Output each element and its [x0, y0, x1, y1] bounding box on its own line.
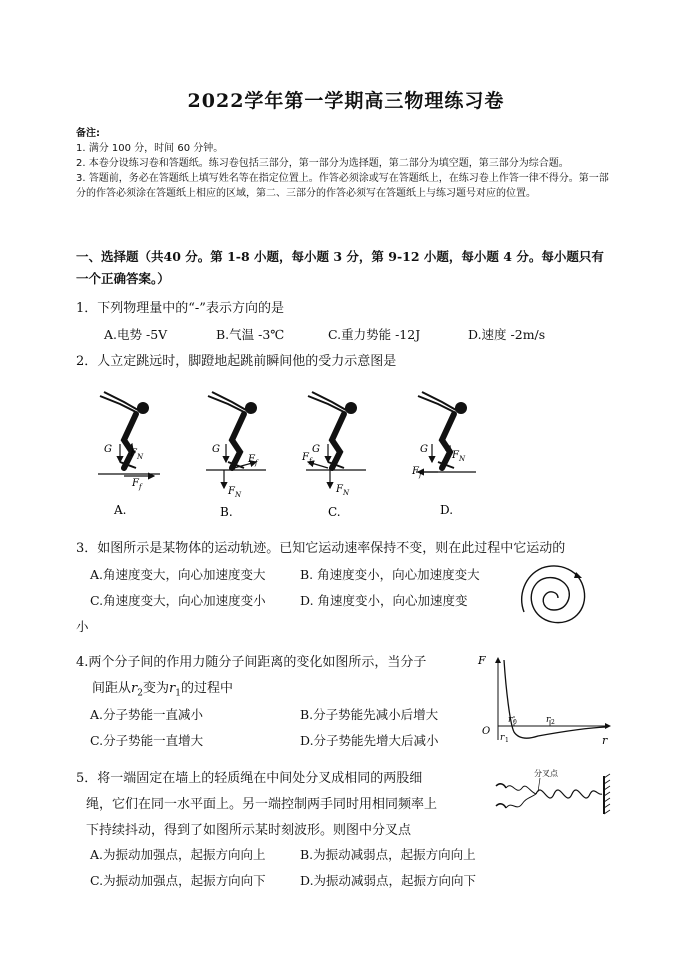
q2-a-label-fn-sub: N	[137, 453, 144, 461]
q4-graph-r2: r	[546, 715, 551, 725]
q3-spiral-figure	[510, 558, 600, 638]
q5-stem-line-2: 绳，它们在同一水平面上。另一端控制两手同时用相同频率上	[86, 797, 438, 812]
q4-stem-post: 的过程中	[180, 681, 233, 696]
q2-figure-c	[301, 392, 366, 519]
q2-c-label-ff: F	[302, 452, 309, 463]
q4-r2-symbol: r	[131, 681, 138, 696]
q4-stem-pre: 间距从	[92, 681, 132, 696]
q4-option-d: D.分子势能先增大后减小	[300, 733, 439, 748]
q4-graph-r0: r	[508, 715, 513, 725]
q2-option-a: A.	[114, 503, 127, 517]
q3-option-c: C.角速度变大，向心加速度变小	[90, 593, 266, 608]
q4-graph-r2-sub: 2	[551, 719, 555, 726]
q2-a-label-ff: F	[132, 478, 139, 489]
q3-option-d: D. 角速度变小，向心加速度变	[300, 593, 468, 608]
notes-block	[76, 126, 616, 201]
q4-graph-r1-sub: 1	[505, 737, 509, 744]
q2-figure-a	[98, 392, 160, 517]
q2-d-label-g: G	[420, 444, 428, 455]
q5-fig-label: 分叉点	[534, 769, 558, 778]
q4-stem-mid: 变为	[142, 681, 169, 696]
q2-b-label-fn: F	[228, 486, 235, 497]
q4-r2-sub: 2	[137, 688, 143, 699]
q4-graph-origin: O	[482, 726, 491, 737]
note-item-3: 3. 答题前，务必在答题纸上填写姓名等在指定位置上。作答必须涂或写在答题纸上，在练习卷上作答一律不得分。第一部分的作答必须涂在答题纸上相应的区域，第二、三部分的作答必须写在答题纸上与练习题号对应的位置。	[76, 173, 609, 199]
q4-graph-r1: r	[500, 733, 505, 743]
q3-option-b: B. 角速度变小，向心加速度变大	[300, 567, 480, 582]
q4-r1-sub: 1	[175, 688, 181, 699]
q3-option-d-tail: 小	[76, 619, 89, 634]
q2-d-label-fn: F	[452, 450, 459, 461]
page-title: 2022学年第一学期高三物理练习卷	[187, 90, 505, 112]
q4-option-a: A.分子势能一直减小	[90, 707, 204, 722]
q2-stem: 2．人立定跳远时，脚蹬地起跳前瞬间他的受力示意图是	[76, 354, 397, 369]
q4-stem-line-2	[92, 680, 233, 703]
q1-option-a: A.电势 -5V	[104, 327, 168, 342]
q2-a-label-ff-sub: f	[139, 483, 142, 491]
q2-b-label-ff: F	[248, 454, 255, 465]
q5-wave-figure	[494, 766, 622, 822]
q3-option-a: A.角速度变大，向心加速度变大	[90, 567, 266, 582]
notes-label: 备注:	[76, 128, 100, 139]
q1-stem: 1．下列物理量中的“-”表示方向的是	[76, 301, 284, 316]
q2-a-label-g: G	[104, 444, 112, 455]
q2-d-label-ff-sub: f	[419, 471, 422, 479]
q1-option-c: C.重力势能 -12J	[328, 327, 421, 342]
q2-option-d: D.	[440, 503, 454, 517]
q4-option-c: C.分子势能一直增大	[90, 733, 204, 748]
q2-figure-b	[206, 392, 266, 519]
q2-b-label-g: G	[212, 444, 220, 455]
q2-c-label-fn-sub: N	[343, 489, 350, 497]
q2-figures	[80, 382, 500, 522]
q5-stem-line-3: 下持续抖动，得到了如图所示某时刻波形。则图中分叉点	[86, 823, 412, 838]
q4-graph-y-label: F	[478, 654, 486, 667]
q4-stem-line-1: 4.两个分子间的作用力随分子间距离的变化如图所示，当分子	[76, 655, 427, 670]
q5-option-c: C.为振动加强点，起振方向向下	[90, 873, 266, 888]
q3-stem: 3．如图所示是某物体的运动轨迹。已知它运动速率保持不变，则在此过程中它运动的	[76, 541, 566, 556]
q4-force-graph	[474, 650, 614, 750]
q4-graph-r0-sub: 0	[513, 719, 517, 726]
q1-option-d: D.速度 -2m/s	[468, 327, 546, 342]
section-1-heading: 一、选择题（共40 分。第 1-8 小题，每小题 3 分，第 9-12 小题，每小题 4 分。每小题只有一个正确答案。）	[76, 249, 604, 286]
q2-d-label-fn-sub: N	[459, 455, 466, 463]
q2-c-label-ff-sub: f	[309, 457, 312, 465]
q5-option-d: D.为振动减弱点，起振方向向下	[300, 873, 477, 888]
q2-option-b: B.	[220, 505, 233, 519]
q4-graph-x-label: r	[602, 734, 608, 747]
q1-option-b: B.气温 -3℃	[216, 327, 285, 342]
q2-figure-d	[411, 392, 476, 517]
q4-r1-symbol: r	[168, 681, 176, 696]
q4-option-b: B.分子势能先减小后增大	[300, 707, 439, 722]
q2-a-label-fn: F	[130, 448, 137, 459]
q2-c-label-g: G	[312, 444, 320, 455]
q2-b-label-fn-sub: N	[235, 491, 242, 499]
q2-option-c: C.	[328, 505, 341, 519]
note-item-1: 1. 满分 100 分，时间 60 分钟。	[76, 143, 224, 154]
note-item-2: 2. 本卷分设练习卷和答题纸。练习卷包括三部分，第一部分为选择题，第二部分为填空题，第三部分为综合题。	[76, 158, 569, 169]
q2-d-label-ff: F	[412, 466, 419, 477]
q5-stem-line-1: 5．将一端固定在墙上的轻质绳在中间处分叉成相同的两股细	[76, 771, 423, 786]
q5-option-b: B.为振动减弱点，起振方向向上	[300, 847, 476, 862]
q2-c-label-fn: F	[336, 484, 343, 495]
q5-option-a: A.为振动加强点，起振方向向上	[90, 847, 266, 862]
q2-b-label-ff-sub: f	[255, 459, 258, 467]
